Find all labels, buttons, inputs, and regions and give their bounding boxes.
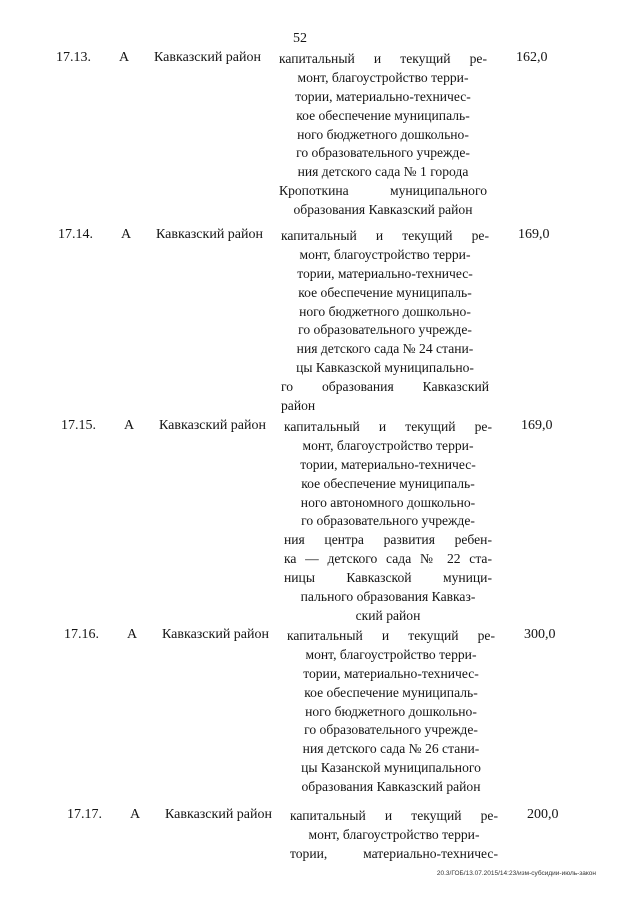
description-line: образования Кавказский район <box>293 202 473 218</box>
description-line: капитальный и текущий ре- <box>284 419 492 434</box>
description-line: капитальный и текущий ре- <box>281 228 489 243</box>
description-line: тории, материально-техничес- <box>290 845 498 861</box>
description-line: тории, материально-техничес- <box>297 265 473 281</box>
description-line: цы Казанской муниципального <box>301 760 481 776</box>
description-line: ский район <box>355 607 421 623</box>
amount-value: 200,0 <box>527 807 559 822</box>
description-line: го образовательного учрежде- <box>304 722 478 738</box>
item-category: А <box>121 227 132 242</box>
description-line: ния детского сада № 26 стани- <box>302 741 480 757</box>
district-name: Кавказский район <box>156 227 264 242</box>
description-line: капитальный и текущий ре- <box>279 51 487 66</box>
description-line: Кропоткина муниципального <box>279 183 487 199</box>
description-line: ного автономного дошкольно- <box>300 494 476 510</box>
description-line: го образования Кавказский <box>281 379 489 395</box>
item-description <box>279 50 487 220</box>
item-category: А <box>127 627 138 642</box>
description-line: ка — детского сада № 22 ста- <box>284 551 492 567</box>
item-number: 17.17. <box>67 807 102 822</box>
item-number: 17.13. <box>56 50 91 65</box>
description-line: тории, материально-техничес- <box>303 665 479 681</box>
amount-value: 169,0 <box>521 418 553 433</box>
item-description <box>287 627 495 797</box>
description-line: монт, благоустройство терри- <box>299 246 471 262</box>
description-line: го образовательного учрежде- <box>301 513 475 529</box>
description-line: го образовательного учрежде- <box>296 145 470 161</box>
description-line: ния детского сада № 1 города <box>297 164 469 180</box>
district-name: Кавказский район <box>162 627 270 642</box>
district-name: Кавказский район <box>154 50 262 65</box>
description-line: образования Кавказский район <box>301 779 481 795</box>
item-number: 17.15. <box>61 418 96 433</box>
item-number: 17.14. <box>58 227 93 242</box>
description-line: цы Кавказской муниципально- <box>296 360 474 376</box>
item-category: А <box>119 50 130 65</box>
description-line: тории, материально-техничес- <box>295 88 471 104</box>
district-name: Кавказский район <box>159 418 267 433</box>
item-description <box>281 227 489 416</box>
amount-value: 162,0 <box>516 50 548 65</box>
description-line: кое обеспечение муниципаль- <box>296 107 470 123</box>
item-number: 17.16. <box>64 627 99 642</box>
description-line: кое обеспечение муниципаль- <box>304 684 478 700</box>
description-line: кое обеспечение муниципаль- <box>301 475 475 491</box>
description-line: кое обеспечение муниципаль- <box>298 284 472 300</box>
description-line: ния детского сада № 24 стани- <box>296 341 474 357</box>
district-name: Кавказский район <box>165 807 273 822</box>
description-line: монт, благоустройство терри- <box>308 826 480 842</box>
description-line: монт, благоустройство терри- <box>305 646 477 662</box>
document-code: 20.3/ГОБ/13.07.2015/14:23/изм-субсидии-июль-закон <box>436 870 596 877</box>
page-number: 52 <box>293 31 307 46</box>
item-category: А <box>124 418 135 433</box>
description-line: пального образования Кавказ- <box>300 589 476 605</box>
description-line: район <box>281 398 316 414</box>
amount-value: 169,0 <box>518 227 550 242</box>
description-line: го образовательного учрежде- <box>298 322 472 338</box>
item-category: А <box>130 807 141 822</box>
description-line: монт, благоустройство терри- <box>297 69 469 85</box>
description-line: ного бюджетного дошкольно- <box>297 126 469 142</box>
description-line: ного бюджетного дошкольно- <box>299 303 471 319</box>
description-line: ницы Кавказской муници- <box>284 570 492 586</box>
description-line: ного бюджетного дошкольно- <box>305 703 477 719</box>
description-line: монт, благоустройство терри- <box>302 437 474 453</box>
description-line: капитальный и текущий ре- <box>290 808 498 823</box>
item-description <box>284 418 492 626</box>
amount-value: 300,0 <box>524 627 556 642</box>
item-description <box>290 807 498 864</box>
description-line: капитальный и текущий ре- <box>287 628 495 643</box>
description-line: ния центра развития ребен- <box>284 532 492 548</box>
description-line: тории, материально-техничес- <box>300 456 476 472</box>
